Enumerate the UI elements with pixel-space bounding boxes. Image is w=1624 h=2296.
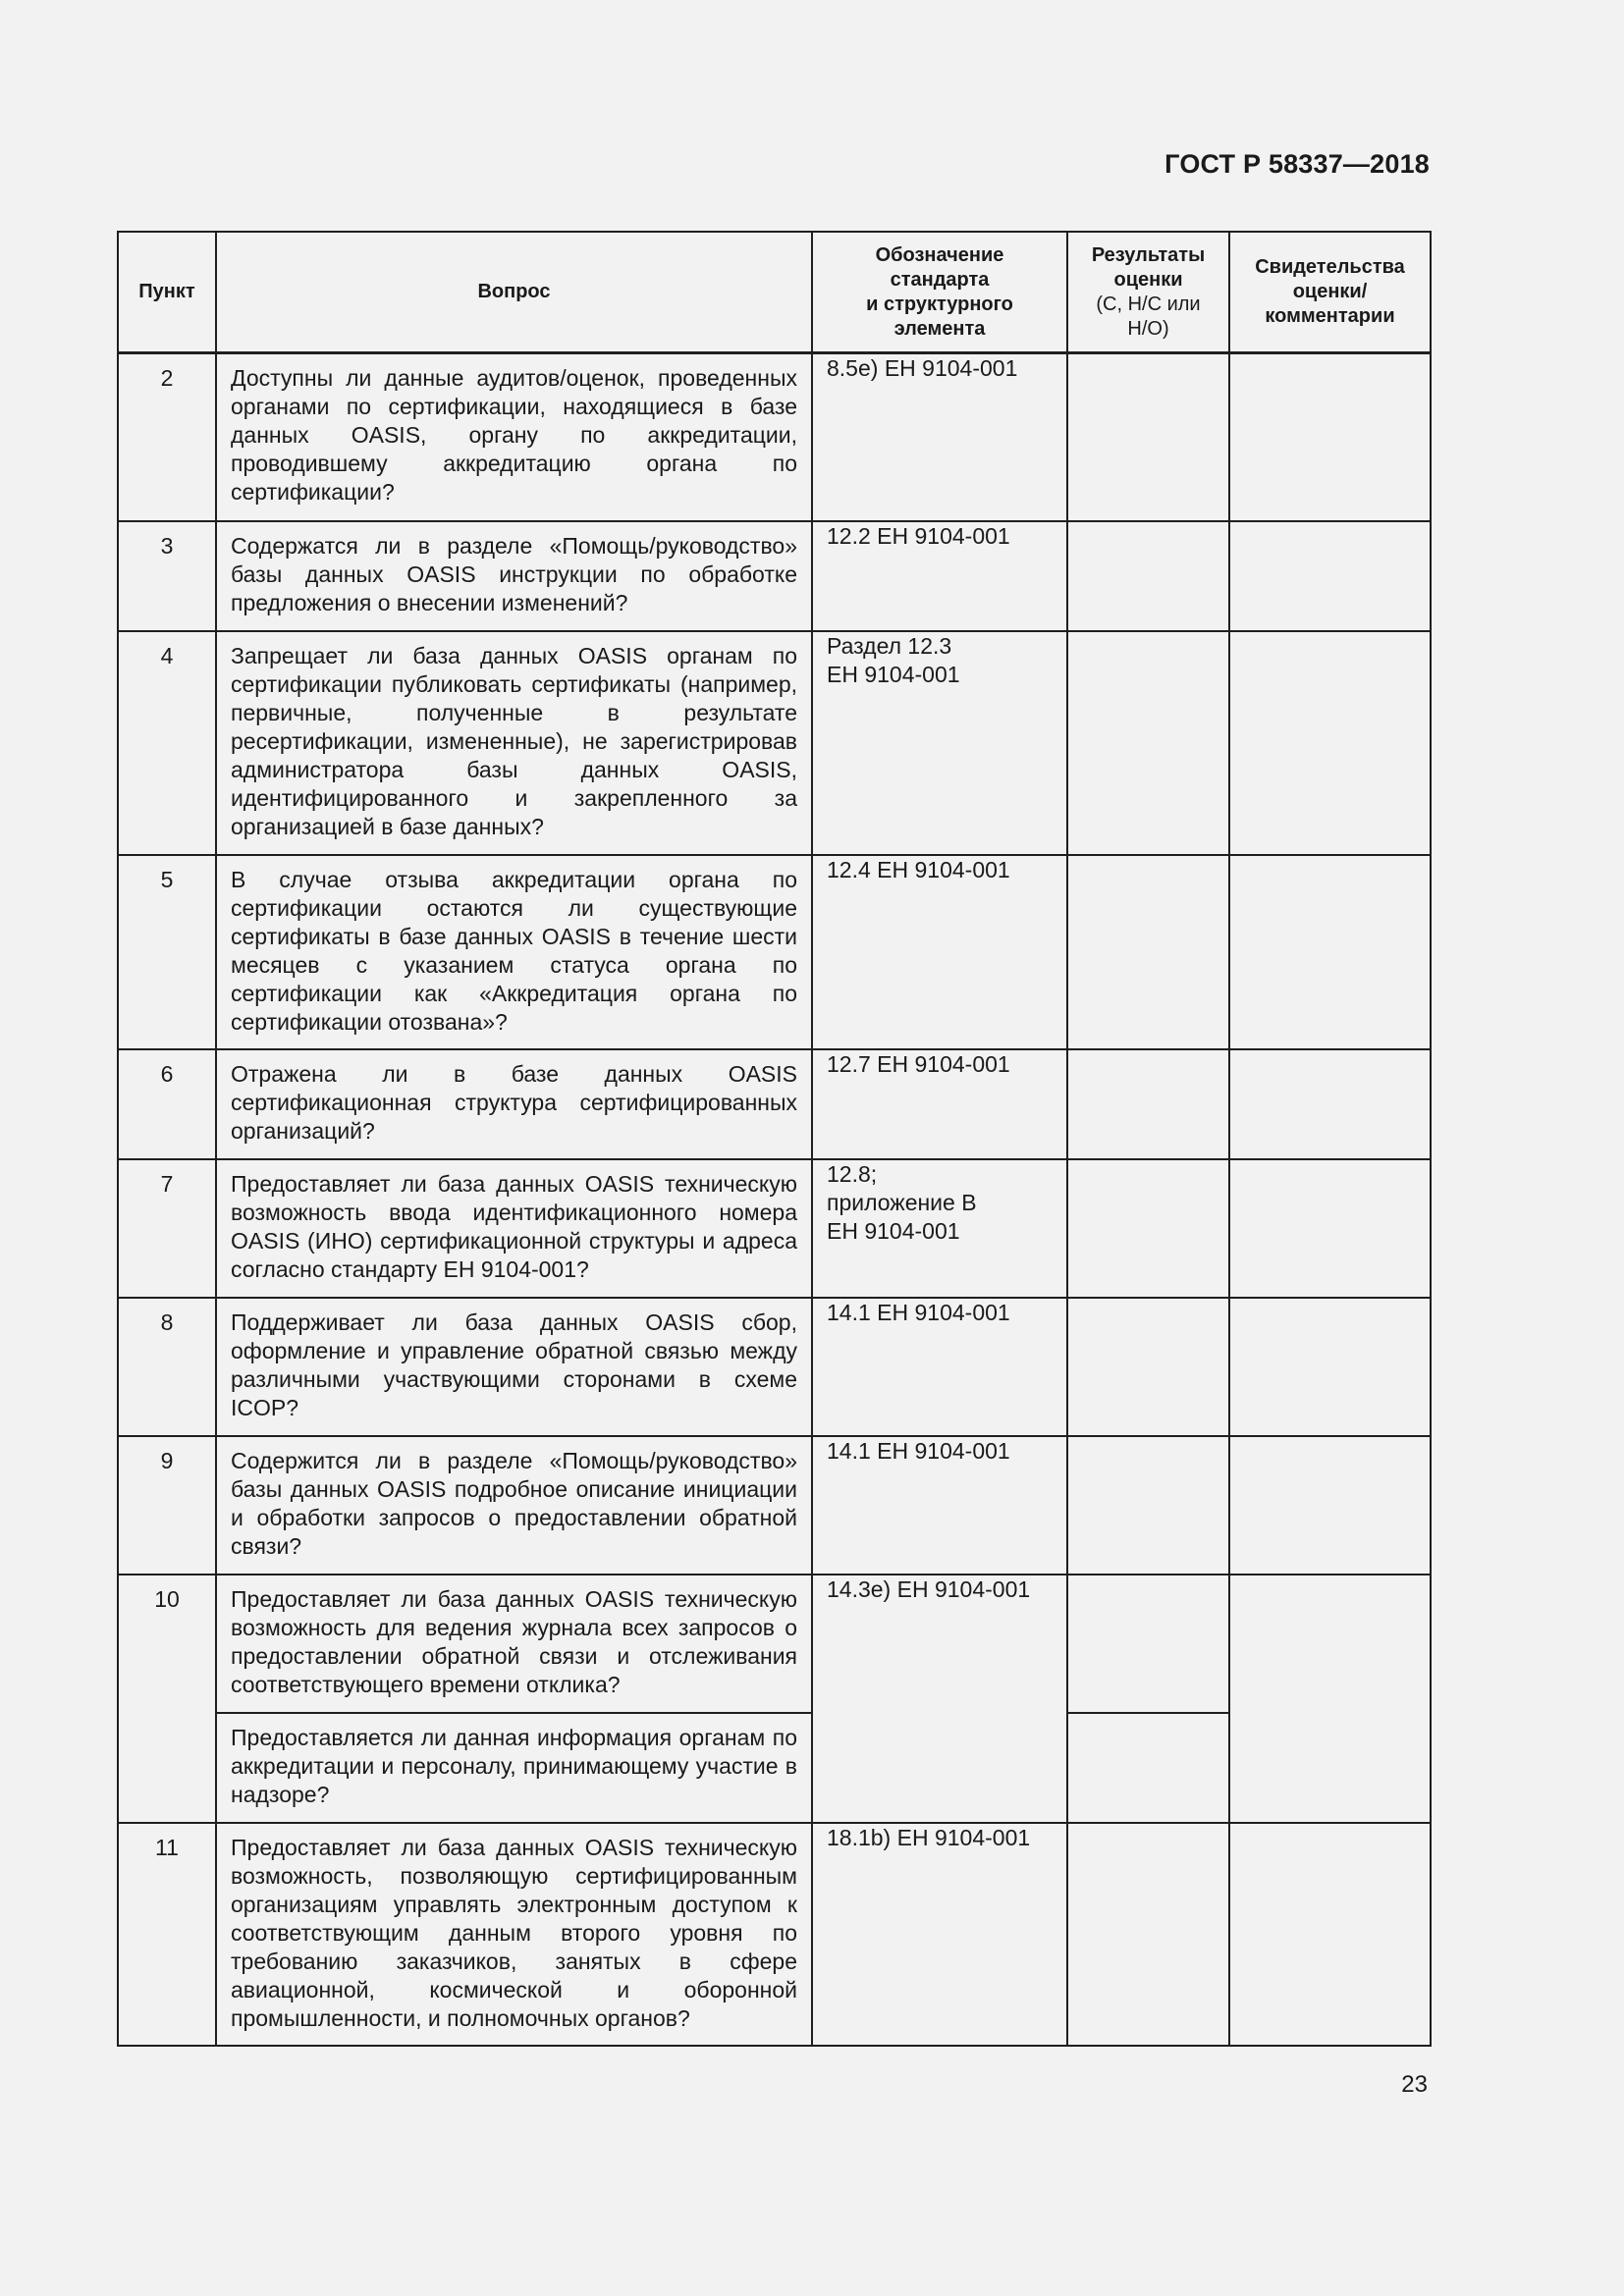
item-number: 6 (118, 1049, 216, 1159)
question-text: Поддерживает ли база данных OASIS сбор, оформление и управление обратной связью между различными участвующими сторонами в схеме ICOP? (216, 1298, 812, 1436)
result-cell[interactable] (1067, 855, 1229, 1049)
standard-reference: 12.8; приложение B ЕН 9104-001 (812, 1159, 1067, 1298)
question-text: Содержатся ли в разделе «Помощь/руководство» базы данных OASIS инструкции по обработке предложения о внесении изменений? (216, 521, 812, 631)
item-number: 4 (118, 631, 216, 855)
question-text: Предоставляет ли база данных OASIS техническую возможность ввода идентификационного номера OASIS (ИНО) сертификационной структуры и адреса согласно стандарту ЕН 9104-001? (216, 1159, 812, 1298)
header-cell-reference: Обозначение стандарта и структурного элемента (812, 232, 1067, 353)
header-cell-results: Результаты оценки (С, Н/С или Н/О) (1067, 232, 1229, 353)
standard-reference: 14.3e) ЕН 9104-001 (812, 1575, 1067, 1823)
evidence-cell[interactable] (1229, 1298, 1431, 1436)
evidence-cell[interactable] (1229, 1049, 1431, 1159)
question-text: Предоставляет ли база данных OASIS техническую возможность, позволяющую сертифицированным организациям управлять электронным доступом к соответствующим данным второго уровня по требованию заказчиков, занятых в сфере авиационной, космической и оборонной промышленности, и полномочных органов? (216, 1823, 812, 2046)
result-cell[interactable] (1067, 1575, 1229, 1713)
table-row (118, 521, 1431, 631)
question-text: В случае отзыва аккредитации органа по сертификации остаются ли существующие сертификаты в базе данных OASIS в течение шести месяцев с указанием статуса органа по сертификации как «Аккредитация органа по сертификации отозвана»? (216, 855, 812, 1049)
item-number: 3 (118, 521, 216, 631)
question-text: Предоставляется ли данная информация органам по аккредитации и персоналу, принимающему участие в надзоре? (216, 1713, 812, 1823)
table-row (118, 1575, 1431, 1713)
result-cell[interactable] (1067, 1159, 1229, 1298)
question-text: Содержится ли в разделе «Помощь/руководство» базы данных OASIS подробное описание инициации и обработки запросов о предоставлении обратной связи? (216, 1436, 812, 1575)
question-text: Отражена ли в базе данных OASIS сертификационная структура сертифицированных организаций? (216, 1049, 812, 1159)
item-number: 10 (118, 1575, 216, 1823)
page-number: 23 (1401, 2071, 1428, 2098)
evidence-cell[interactable] (1229, 1575, 1431, 1823)
item-number: 7 (118, 1159, 216, 1298)
table-row (118, 1298, 1431, 1436)
item-number: 5 (118, 855, 216, 1049)
table-row (118, 855, 1431, 1049)
table-row (118, 1436, 1431, 1575)
checklist-table (117, 231, 1432, 2047)
result-cell[interactable] (1067, 631, 1229, 855)
item-number: 11 (118, 1823, 216, 2046)
result-cell[interactable] (1067, 1713, 1229, 1823)
header-cell-question: Вопрос (216, 232, 812, 353)
header-row (118, 232, 1431, 353)
header-cell-evidence: Свидетельства оценки/ комментарии (1229, 232, 1431, 353)
result-cell[interactable] (1067, 1298, 1229, 1436)
table-row (118, 1049, 1431, 1159)
standard-reference: 12.2 ЕН 9104-001 (812, 521, 1067, 631)
table-row (118, 353, 1431, 521)
document-id: ГОСТ Р 58337—2018 (1164, 149, 1430, 179)
standard-reference: 8.5e) ЕН 9104-001 (812, 353, 1067, 521)
evidence-cell[interactable] (1229, 631, 1431, 855)
question-text: Предоставляет ли база данных OASIS техническую возможность для ведения журнала всех запросов о предоставлении обратной связи и отслеживания соответствующего времени отклика? (216, 1575, 812, 1713)
question-text: Доступны ли данные аудитов/оценок, проведенных органами по сертификации, находящиеся в базе данных OASIS, органу по аккредитации, проводившему аккредитацию органа по сертификации? (216, 353, 812, 521)
evidence-cell[interactable] (1229, 353, 1431, 521)
standard-reference: 12.4 ЕН 9104-001 (812, 855, 1067, 1049)
evidence-cell[interactable] (1229, 1436, 1431, 1575)
table-row (118, 1159, 1431, 1298)
result-cell[interactable] (1067, 1823, 1229, 2046)
evidence-cell[interactable] (1229, 1159, 1431, 1298)
result-cell[interactable] (1067, 353, 1229, 521)
table-row (118, 1823, 1431, 2046)
item-number: 2 (118, 353, 216, 521)
result-cell[interactable] (1067, 1049, 1229, 1159)
item-number: 8 (118, 1298, 216, 1436)
header-cell-num: Пункт (118, 232, 216, 353)
standard-reference: 14.1 ЕН 9104-001 (812, 1436, 1067, 1575)
evidence-cell[interactable] (1229, 521, 1431, 631)
standard-reference: 14.1 ЕН 9104-001 (812, 1298, 1067, 1436)
result-cell[interactable] (1067, 521, 1229, 631)
evidence-cell[interactable] (1229, 1823, 1431, 2046)
result-cell[interactable] (1067, 1436, 1229, 1575)
table-row (118, 631, 1431, 855)
standard-reference: 12.7 ЕН 9104-001 (812, 1049, 1067, 1159)
question-text: Запрещает ли база данных OASIS органам по сертификации публиковать сертификаты (например, первичные, полученные в результате ресертификации, измененные), не зарегистрировав администратора базы данных OASIS, идентифицированного и закрепленного за организацией в базе данных? (216, 631, 812, 855)
evidence-cell[interactable] (1229, 855, 1431, 1049)
standard-reference: Раздел 12.3 ЕН 9104-001 (812, 631, 1067, 855)
item-number: 9 (118, 1436, 216, 1575)
standard-reference: 18.1b) ЕН 9104-001 (812, 1823, 1067, 2046)
